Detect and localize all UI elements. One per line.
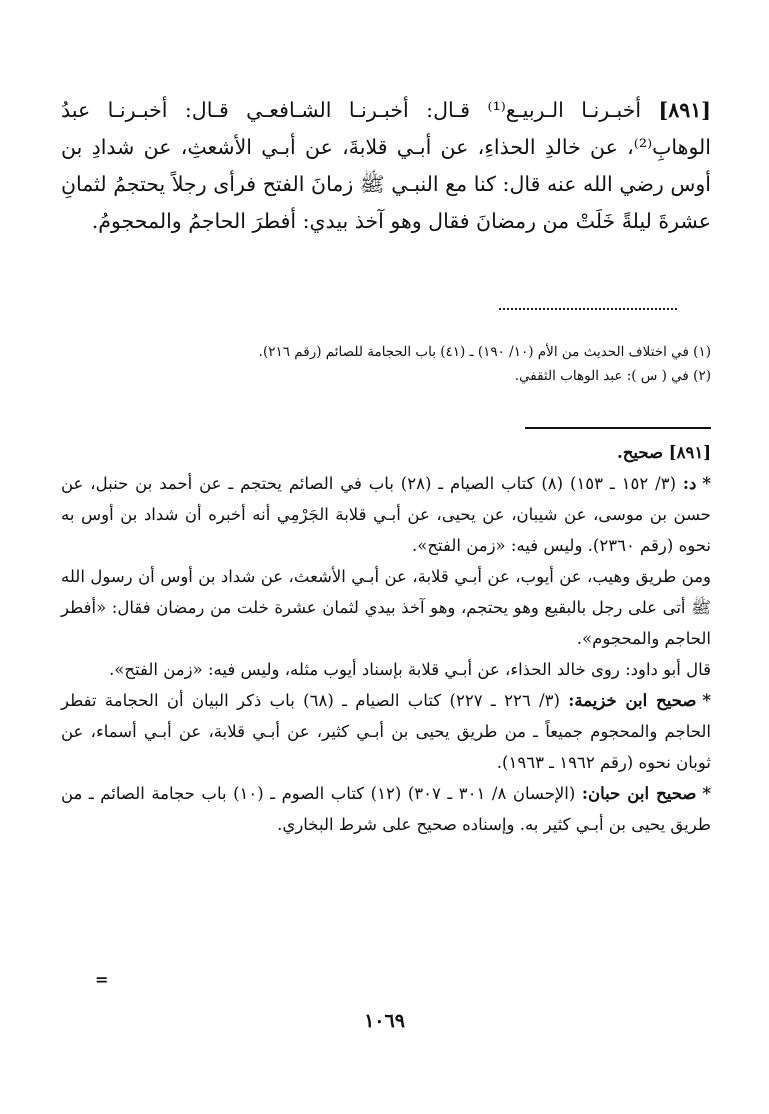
footnote-1: (١) في اختلاف الحديث من الأم (١٠/ ١٩٠) ـ (٤١) باب الحجامة للصائم (رقم ٢١٦). <box>258 344 711 360</box>
continuation-mark: = <box>95 970 109 989</box>
takhrij-paragraph-3 <box>61 654 711 685</box>
footnote-2: (٢) في ( س ): عبد الوهاب الثقفي. <box>514 368 711 384</box>
footnote-separator <box>499 308 677 310</box>
bullet-star: * <box>702 784 712 803</box>
source-text: ومن طريق وهيب، عن أيوب، عن أبـي قلابة، عن أبـي الأشعث، عن شداد بن أوس أن رسول الله ﷺ أتى على رجل بالبقيع وهو يحتجم، وهو آخذ بيدي لثمان عشرة خلت من رمضان فقال: «أفطر الحاجم والمحجوم». <box>61 567 711 648</box>
takhrij-paragraph-5 <box>61 778 711 840</box>
hadith-paragraph <box>61 92 711 240</box>
bullet-star: * <box>702 474 711 493</box>
hadith-body: أخبـرنـا الـربيـع⁽¹⁾ قـال: أخبـرنـا الشـافعـي قـال: أخبـرنـا عبدُ الوهابِ⁽²⁾، عن خالدِ الحذاءِ، عن أبـي قلابةَ، عن أبـي الأشعثِ، عن شدادِ بن أوس رضي الله عنه قال: كنا مع النبـي ﷺ زمانَ الفتح فرأى رجلاً يحتجمُ لثمانِ عشرةَ ليلةً خَلَتْ من رمضانَ فقال وهو آخذ بيدي: أفطرَ الحاجمُ والمحجومُ. <box>61 98 711 233</box>
source-text: (الإحسان ٨/ ٣٠١ ـ ٣٠٧) (١٢) كتاب الصوم ـ (١٠) باب حجامة الصائم ـ من طريق يحيى بن أبـي كثير به. وإسناده صحيح على شرط البخاري. <box>61 784 711 834</box>
takhrij-paragraph-4 <box>61 685 711 778</box>
bullet-star: * <box>702 691 711 710</box>
hadith-main-text <box>61 92 711 240</box>
source-label: د: <box>682 474 697 493</box>
hadith-number: [٨٩١] <box>658 98 711 122</box>
source-label: صحيح ابن حبان: <box>581 784 697 803</box>
footnotes <box>51 340 711 388</box>
takhrij-heading: [٨٩١] صحيح. <box>617 443 711 462</box>
takhrij-section <box>61 437 711 840</box>
takhrij-paragraph-2 <box>61 561 711 654</box>
source-text: (٣/ ١٥٢ ـ ١٥٣) (٨) كتاب الصيام ـ (٢٨) باب في الصائم يحتجم ـ عن أحمد بن حنبل، عن حسن بن موسى، عن شيبان، عن يحيى، عن أبـي قلابة الجَرْمِي أنه أخبره أن شداد بن أوس به نحوه (رقم ٢٣٦٠). وليس فيه: «زمن الفتح». <box>61 474 711 555</box>
source-label: صحيح ابن خزيمة: <box>568 691 697 710</box>
takhrij-divider <box>525 427 711 429</box>
page-number: ١٠٦٩ <box>364 1010 405 1032</box>
source-text: قال أبو داود: روى خالد الحذاء، عن أبـي قلابة بإسناد أيوب مثله، وليس فيه: «زمن الفتح». <box>109 660 711 679</box>
takhrij-paragraph-1 <box>61 468 711 561</box>
source-text: (٣/ ٢٢٦ ـ ٢٢٧) كتاب الصيام ـ (٦٨) باب ذكر البيان أن الحجامة تفطر الحاجم والمحجوم جميعاً ـ من طريق يحيى بن أبـي كثير، عن أبـي قلابة، عن أبـي أسماء، عن ثوبان نحوه (رقم ١٩٦٢ ـ ١٩٦٣). <box>61 691 711 772</box>
